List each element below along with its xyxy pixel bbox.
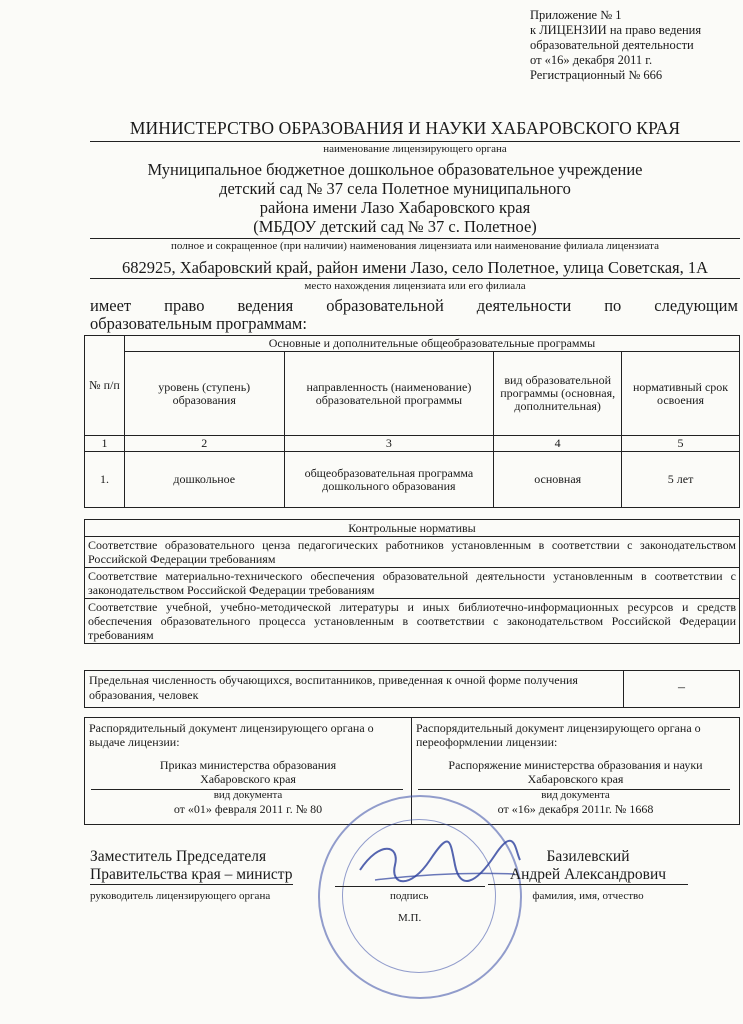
control-title: Контрольные нормативы: [348, 521, 476, 535]
stamp-caption: М.П.: [398, 912, 422, 924]
intro-text: [90, 297, 738, 333]
org-line: Муниципальное бюджетное дошкольное образовательное учреждение: [147, 160, 643, 179]
divider: [90, 278, 740, 279]
appendix-line: от «16» декабря 2011 г.: [530, 53, 653, 67]
position-line: Правительства края – министр: [90, 866, 293, 883]
name-line: Андрей Александрович: [488, 866, 688, 885]
max-students-value: –: [678, 680, 685, 695]
row-term: 5 лет: [622, 452, 740, 508]
column-number: 4: [494, 436, 622, 452]
doc-caption: вид документа: [541, 789, 610, 801]
issue-document: [85, 718, 412, 824]
column-number: 5: [622, 436, 740, 452]
position-line: Заместитель Председателя: [90, 848, 267, 865]
ministry-name: МИНИСТЕРСТВО ОБРАЗОВАНИЯ И НАУКИ ХАБАРОВСКОГО КРАЯ: [129, 118, 681, 138]
intro-line: образовательным программам:: [90, 314, 307, 333]
group-header: Основные и дополнительные общеобразовательные программы: [124, 336, 739, 352]
appendix-line: Приложение № 1: [530, 8, 622, 22]
organization-name: [90, 160, 700, 236]
signature-line: [335, 886, 485, 887]
row-program-name: общеобразовательная программа дошкольного образования: [284, 452, 494, 508]
column-number: 1: [85, 436, 125, 452]
column-header: направленность (наименование) образовательной программы: [284, 352, 494, 436]
appendix-line: к ЛИЦЕНЗИИ на право ведения: [530, 23, 702, 37]
divider: [91, 789, 403, 790]
max-students-box: [84, 670, 740, 708]
control-item: Соответствие материально-технического обеспечения образовательной деятельности установленным в соответствии с законодательством Российской Федерации требованиям: [85, 567, 739, 598]
doc-type-line: Хабаровского края: [527, 772, 624, 786]
appendix-header: [530, 8, 701, 83]
doc-type-line: Распоряжение министерства образования и науки: [448, 758, 703, 772]
row-level: дошкольное: [124, 452, 284, 508]
col-num-header: № п/п: [85, 336, 125, 436]
doc-caption: вид документа: [213, 789, 283, 801]
column-header: вид образовательной программы (основная, дополнительная): [494, 352, 622, 436]
doc-heading: Распорядительный документ лицензирующего органа о переоформлении лицензии:: [416, 721, 701, 749]
position-caption: руководитель лицензирующего органа: [90, 890, 271, 902]
doc-heading: Распорядительный документ лицензирующего органа о выдаче лицензии:: [89, 721, 374, 749]
intro-word: следующим: [654, 296, 738, 315]
column-number: 3: [284, 436, 494, 452]
intro-word: образовательной: [326, 296, 444, 315]
name-line: Базилевский: [546, 848, 630, 865]
org-caption: полное и сокращенное (при наличии) наименования лицензиата или наименование филиала лицензиата: [171, 240, 659, 252]
control-item: Соответствие образовательного ценза педагогических работников установленным в соответствии с законодательством Российской Федерации требованиям: [85, 536, 739, 567]
address-caption: место нахождения лицензиата или его филиала: [304, 280, 526, 292]
signatory-name: [488, 848, 688, 885]
doc-type-line: Приказ министерства образования: [159, 758, 337, 772]
programs-table: [84, 335, 740, 508]
intro-word: деятельности: [476, 296, 572, 315]
appendix-line: Регистрационный № 666: [530, 68, 663, 82]
intro-line: [90, 297, 738, 315]
intro-word: право: [164, 296, 205, 315]
control-item: Соответствие учебной, учебно-методической литературы и иных библиотечно-информационных ресурсов и средств обеспечения образовательного процесса установленным в соответствии с законодательством Российской Федерации требованиям: [85, 598, 739, 643]
address: 682925, Хабаровский край, район имени Лазо, село Полетное, улица Советская, 1А: [121, 258, 709, 277]
org-line: детский сад № 37 села Полетное муниципального: [219, 179, 571, 198]
divider: [418, 789, 730, 790]
max-students-label: Предельная численность обучающихся, воспитанников, приведенная к очной форме получения образования, человек: [85, 671, 624, 707]
intro-word: по: [604, 296, 622, 315]
control-norms-box: [84, 519, 740, 644]
column-header: нормативный срок освоения: [622, 352, 740, 436]
name-caption: фамилия, имя, отчество: [532, 890, 644, 902]
row-num: 1.: [85, 452, 125, 508]
ministry-caption: наименование лицензирующего органа: [323, 143, 507, 155]
org-line: (МБДОУ детский сад № 37 с. Полетное): [253, 217, 537, 236]
divider: [90, 141, 740, 142]
column-number: 2: [124, 436, 284, 452]
divider: [90, 238, 740, 239]
column-header: уровень (ступень) образования: [124, 352, 284, 436]
doc-date: от «01» февраля 2011 г. № 80: [173, 802, 323, 816]
intro-word: ведения: [237, 296, 294, 315]
doc-date: от «16» декабря 2011г. № 1668: [497, 802, 654, 816]
signature-caption: подпись: [390, 890, 429, 902]
intro-word: имеет: [90, 296, 132, 315]
org-line: района имени Лазо Хабаровского края: [259, 198, 531, 217]
signatory-position: [90, 848, 293, 885]
doc-type-line: Хабаровского края: [200, 772, 296, 786]
table-row: [85, 452, 740, 508]
appendix-line: образовательной деятельности: [530, 38, 694, 52]
row-program-kind: основная: [494, 452, 622, 508]
